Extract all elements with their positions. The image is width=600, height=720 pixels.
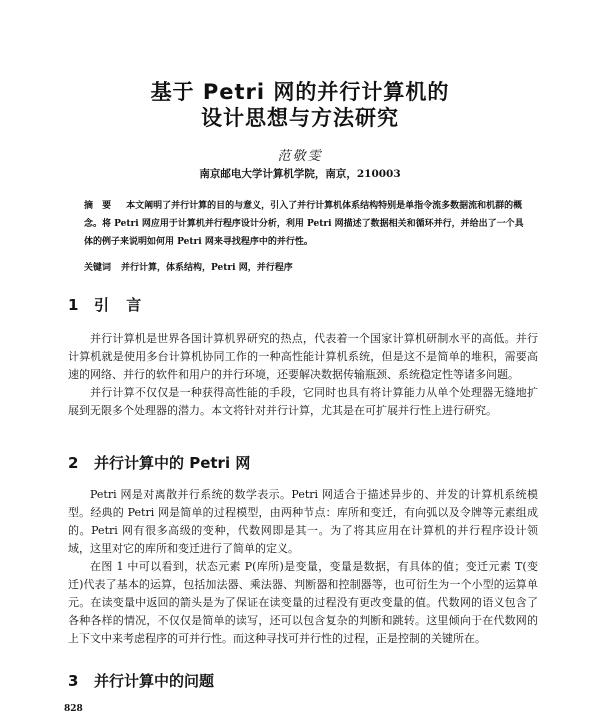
section-number: 1 bbox=[68, 296, 85, 314]
section-title: 引 言 bbox=[94, 296, 148, 314]
paragraph: 并行计算机是世界各国计算机界研究的热点，代表着一个国家计算机研制水平的高低。并行计算机就是使用多台计算机协同工作的一种高性能计算机系统，但是这不是简单的堆积，需要高速的网络、并行的软件和用户的并行环境，还要解决数据传输瓶颈、系统稳定性等诸多问题。 bbox=[68, 332, 538, 381]
page-number: 828 bbox=[64, 704, 83, 714]
author-name: 范敬雯 bbox=[277, 149, 323, 164]
section-number: 3 bbox=[68, 672, 79, 690]
section-heading-petri-net bbox=[68, 452, 250, 473]
section-body-introduction bbox=[68, 330, 538, 420]
section-heading-introduction bbox=[68, 294, 147, 315]
section-title: 并行计算中的 Petri 网 bbox=[94, 454, 251, 472]
keywords-text: 并行计算，体系结构，Petri 网，并行程序 bbox=[121, 263, 293, 273]
paper-title-line2: 设计思想与方法研究 bbox=[201, 106, 399, 130]
section-number: 2 bbox=[68, 454, 79, 472]
section-heading-problems bbox=[68, 670, 214, 691]
abstract-text: 本文阐明了并行计算的目的与意义，引入了并行计算机体系结构特别是单指令流多数据流和机群的概念。将 Petri 网应用于计算机并行程序设计分析，利用 Petri 网描述了数据相关和循环并行，并给出了一个具体的例子来说明如何用 Petri 网来寻找程序中的并行性。 bbox=[84, 201, 524, 247]
author-affiliation: 南京邮电大学计算机学院，南京，210003 bbox=[199, 168, 401, 180]
keywords bbox=[84, 261, 524, 275]
section-title: 并行计算中的问题 bbox=[94, 672, 215, 690]
paragraph: 在图 1 中可以看到，状态元素 P(库所)是变量，变量是数据，有具体的值；变迁元素 T(变迁)代表了基本的运算，包括加法器、乘法器、判断器和控制器等，也可衍生为一个小型的运算单元。在读变量中返回的箭头是为了保证在读变量的过程没有更改变量的值。代数网的语义包含了各种各样的情况，不仅仅是简单的读写，还可以包含复杂的判断和跳转。这里倾向于在代数网的上下文中来考虑程序的可并行性。而这种寻找可并行性的过程，正是控制的关键所在。 bbox=[68, 560, 538, 645]
section-body-petri-net bbox=[68, 486, 538, 648]
abstract bbox=[84, 197, 524, 251]
paragraph: Petri 网是对离散并行系统的数学表示。Petri 网适合于描述异步的、并发的计算机系统模型。经典的 Petri 网是简单的过程模型，由两种节点：库所和变迁，有向弧以及令牌等元素组成的。Petri 网有很多高级的变种，代数网即是其一。为了将其应用在计算机的并行程序设计领域，这里对它的库所和变迁进行了简单的定义。 bbox=[68, 488, 538, 555]
paragraph: 并行计算不仅仅是一种获得高性能的手段，它同时也具有将计算能力从单个处理器无缝地扩展到无限多个处理器的潜力。本文将针对并行计算，尤其是在可扩展并行性上进行研究。 bbox=[68, 386, 538, 417]
paper-title-line1: 基于 Petri 网的并行计算机的 bbox=[150, 80, 450, 104]
keywords-label: 关键词 bbox=[84, 263, 112, 273]
abstract-label: 摘 要 bbox=[84, 201, 115, 211]
